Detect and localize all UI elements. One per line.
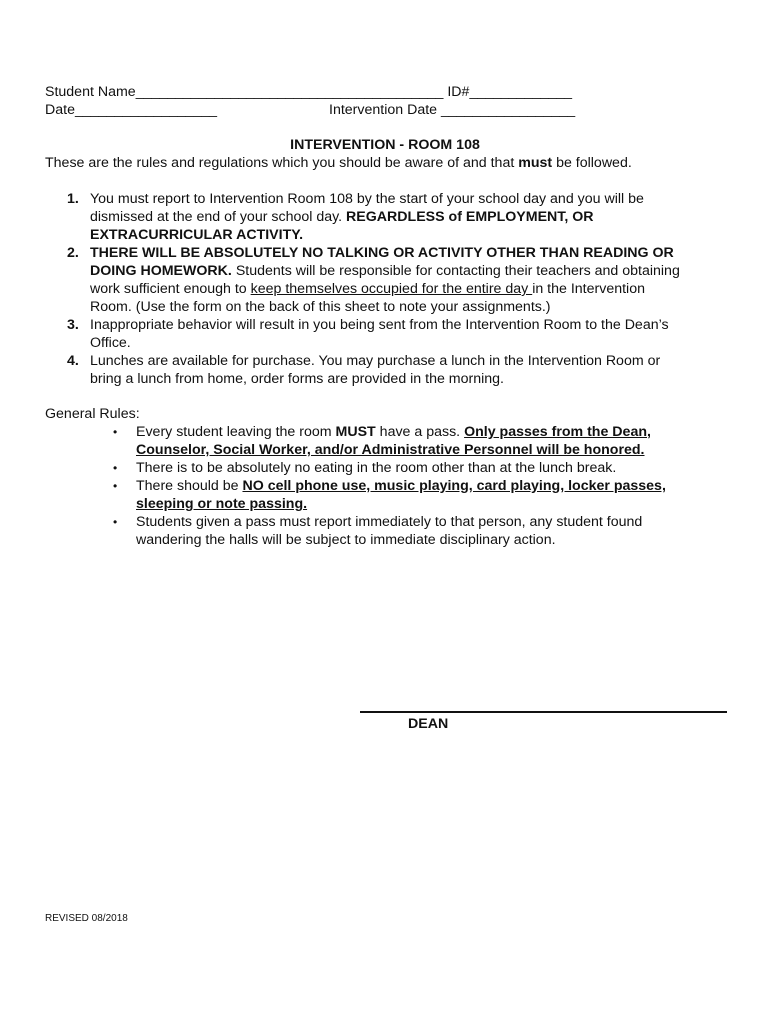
rule-item: 4. Lunches are available for purchase. You may purchase a lunch in the Intervention Room or bring a lunch from home, order forms are provided in the morning. [67, 353, 661, 387]
date-line [45, 101, 575, 119]
rules-list [45, 190, 735, 388]
bullet-icon: • [113, 515, 118, 529]
intervention-date-field: Intervention Date _________________ [329, 102, 576, 118]
rule-item: 3. Inappropriate behavior will result in you being sent from the Intervention Room to the Dean’s Office. [67, 317, 669, 351]
bullet-icon: • [113, 461, 118, 475]
page-title: INTERVENTION - ROOM 108 [290, 137, 480, 153]
date-field: Date__________________ [45, 102, 217, 118]
rule-number: 4. [67, 353, 79, 369]
signature-label: DEAN [408, 716, 449, 732]
signature-line [360, 711, 727, 713]
rule-number: 1. [67, 191, 79, 207]
bullet-icon: • [113, 479, 118, 493]
list-item: • Students given a pass must report immediately to that person, any student found wandering the halls will be subject to immediate disciplinary action. [113, 514, 643, 548]
student-name-id-line: Student Name_______________________________________ ID#_____________ [45, 84, 573, 100]
list-item: • There is to be absolutely no eating in the room other than at the lunch break. [113, 460, 617, 476]
rule-item: 2. THERE WILL BE ABSOLUTELY NO TALKING OR ACTIVITY OTHER THAN READING OR DOING HOMEWORK. Students will be responsible for contacting their teachers and obtaining work sufficient enough to keep themselves occupied for the entire day in the Intervention Room. (Use the form on the back of this sheet to note your assignments.) [67, 245, 680, 315]
rule-number: 3. [67, 317, 79, 333]
intro-text: These are the rules and regulations which you should be aware of and that must be followed. [45, 155, 632, 171]
general-rules-list [113, 423, 723, 549]
list-item: • There should be NO cell phone use, music playing, card playing, locker passes, sleeping or note passing. [113, 478, 666, 512]
rule-number: 2. [67, 245, 79, 261]
revision-note: REVISED 08/2018 [45, 913, 128, 924]
general-rules-label: General Rules: [45, 406, 140, 422]
intro-emphasis: must [518, 155, 553, 171]
bullet-icon: • [113, 425, 118, 439]
list-item: • Every student leaving the room MUST have a pass. Only passes from the Dean, Counselor, Social Worker, and/or Administrative Personnel will be honored. [113, 424, 651, 458]
rule-item: 1. You must report to Intervention Room 108 by the start of your school day and you will be dismissed at the end of your school day. REGARDLESS of EMPLOYMENT, OR EXTRACURRICULAR ACTIVITY. [67, 191, 644, 243]
